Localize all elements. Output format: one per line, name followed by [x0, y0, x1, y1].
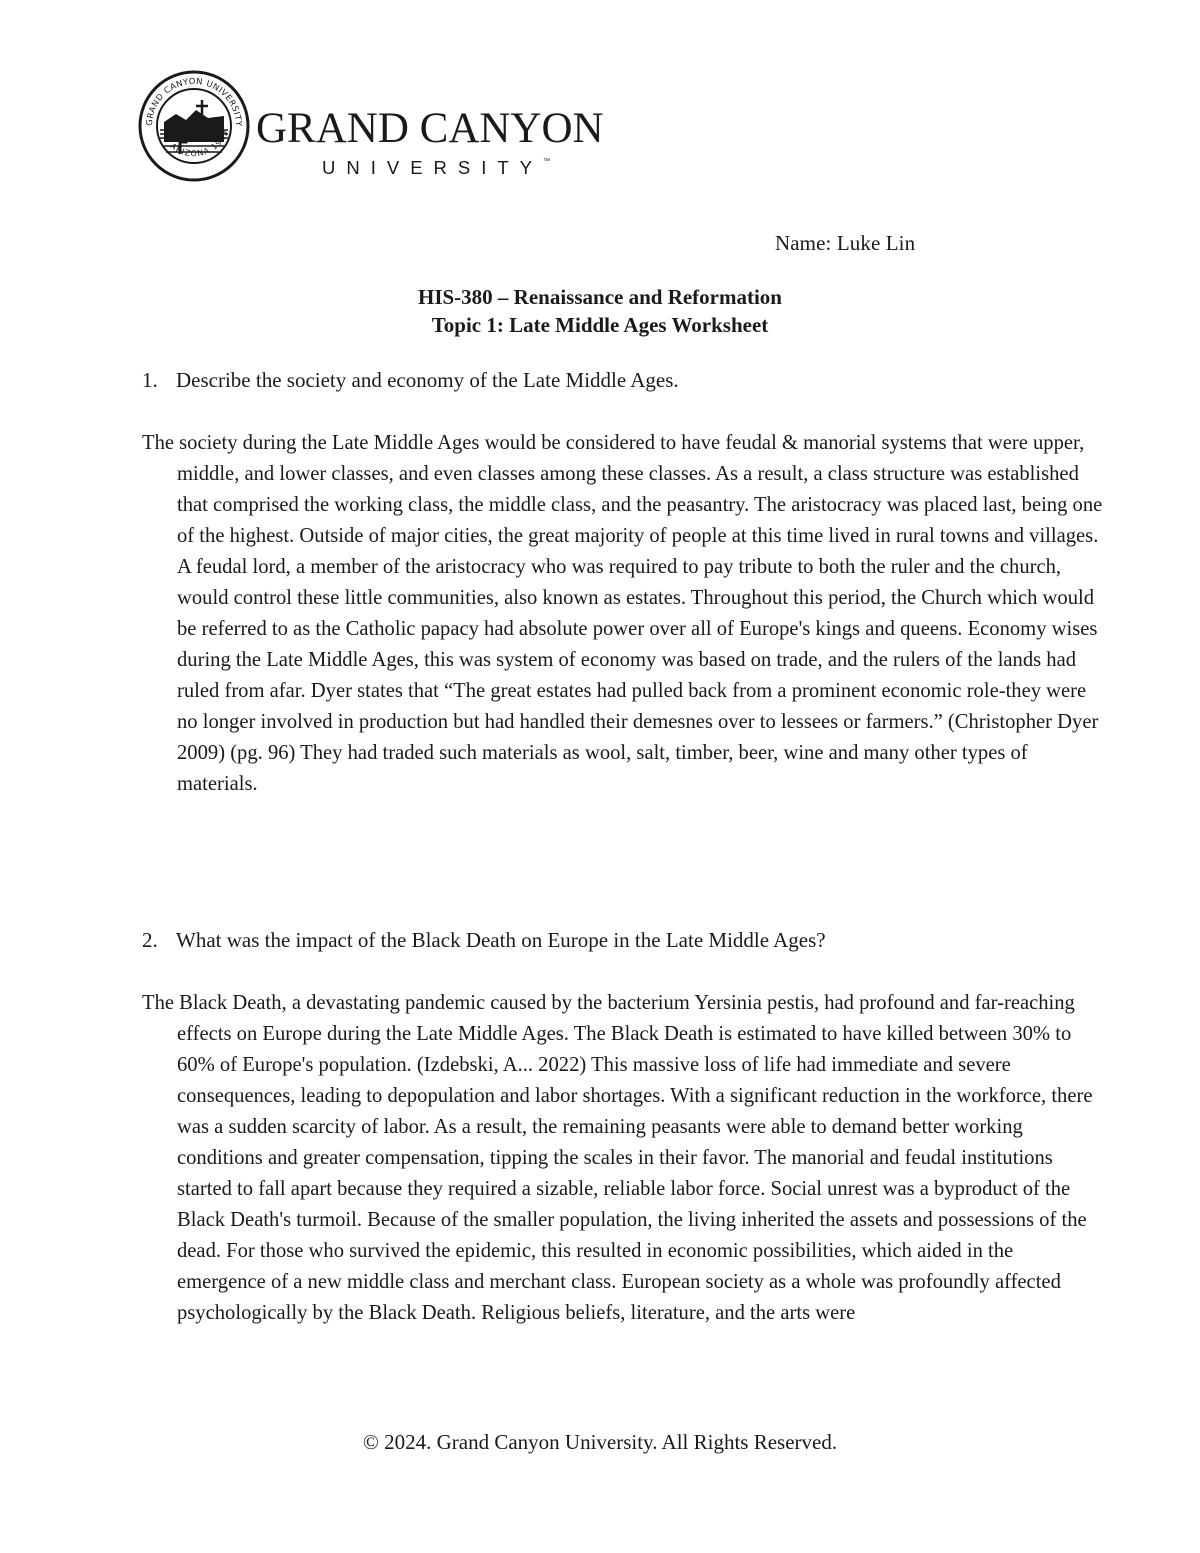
question-number: 1. — [142, 368, 158, 392]
trademark-symbol: ™ — [543, 158, 550, 165]
student-name: Name: Luke Lin — [775, 231, 916, 255]
gcu-logo-graphic — [138, 70, 638, 190]
question-text: Describe the society and economy of the Late Middle Ages. — [176, 368, 679, 392]
logo-wordmark: GRAND CANYON — [256, 105, 604, 152]
question-2-answer: The Black Death, a devastating pandemic caused by the bacterium Yersinia pestis, had profound and far-reaching effects on Europe during the Late Middle Ages. The Black Death is estimated to have killed between 30% to 60% of Europe's population. (Izdebski, A... 2022) This massive loss of life had immediate and severe consequences, leading to depopulation and labor shortages. With a significant reduction in the workforce, there was a sudden scarcity of labor. As a result, the remaining peasants were able to demand better working conditions and greater compensation, tipping the scales in their favor. The manorial and feudal institutions started to fall apart because they required a sizable, reliable labor force. Social unrest was a byproduct of the Black Death's turmoil. Because of the smaller population, the living inherited the assets and possessions of the dead. For those who survived the epidemic, this resulted in economic possibilities, which aided in the emergence of a new middle class and merchant class. European society as a whole was profoundly affected psychologically by the Black Death. Religious beliefs, literature, and the arts were — [142, 992, 1093, 1324]
svg-text:GRAND CANYON UNIVERSITY: GRAND CANYON UNIVERSITY — [143, 75, 245, 127]
university-seal — [140, 72, 248, 180]
course-title: HIS-380 – Renaissance and Reformation — [417, 285, 782, 309]
university-logo — [138, 70, 638, 190]
question-1-answer: The society during the Late Middle Ages would be considered to have feudal & manorial systems that were upper, middle, and lower classes, and even classes among these classes. As a result, a class structure was established that comprised the working class, the middle class, and the peasantry. The aristocracy was placed last, being one of the highest. Outside of major cities, the great majority of people at this time lived in rural towns and villages. A feudal lord, a member of the aristocracy who was required to pay tribute to both the ruler and the church, would control these little communities, also known as estates. Throughout this period, the Church which would be referred to as the Catholic papacy had absolute power over all of Europe's kings and queens. Economy wises during the Late Middle Ages, this was system of economy was based on trade, and the rulers of the lands had ruled from afar. Dyer states that “The great estates had pulled back from a prominent economic role-they were no longer involved in production but had handled their demesnes over to lessees or farmers.” (Christopher Dyer 2009) (pg. 96) They had traded such materials as wool, salt, timber, beer, wine and many other types of materials. — [142, 432, 1103, 795]
logo-subtitle: UNIVERSITY — [322, 157, 544, 178]
question-2-prompt — [142, 928, 1062, 953]
topic-title: Topic 1: Late Middle Ages Worksheet — [431, 313, 769, 337]
copyright-footer: © 2024. Grand Canyon University. All Rights Reserved. — [362, 1430, 838, 1454]
svg-text:ARIZONA 1949: ARIZONA 1949 — [168, 128, 231, 159]
question-1-prompt — [142, 368, 1062, 393]
question-number: 2. — [142, 928, 158, 952]
question-text: What was the impact of the Black Death on Europe in the Late Middle Ages? — [176, 928, 826, 952]
